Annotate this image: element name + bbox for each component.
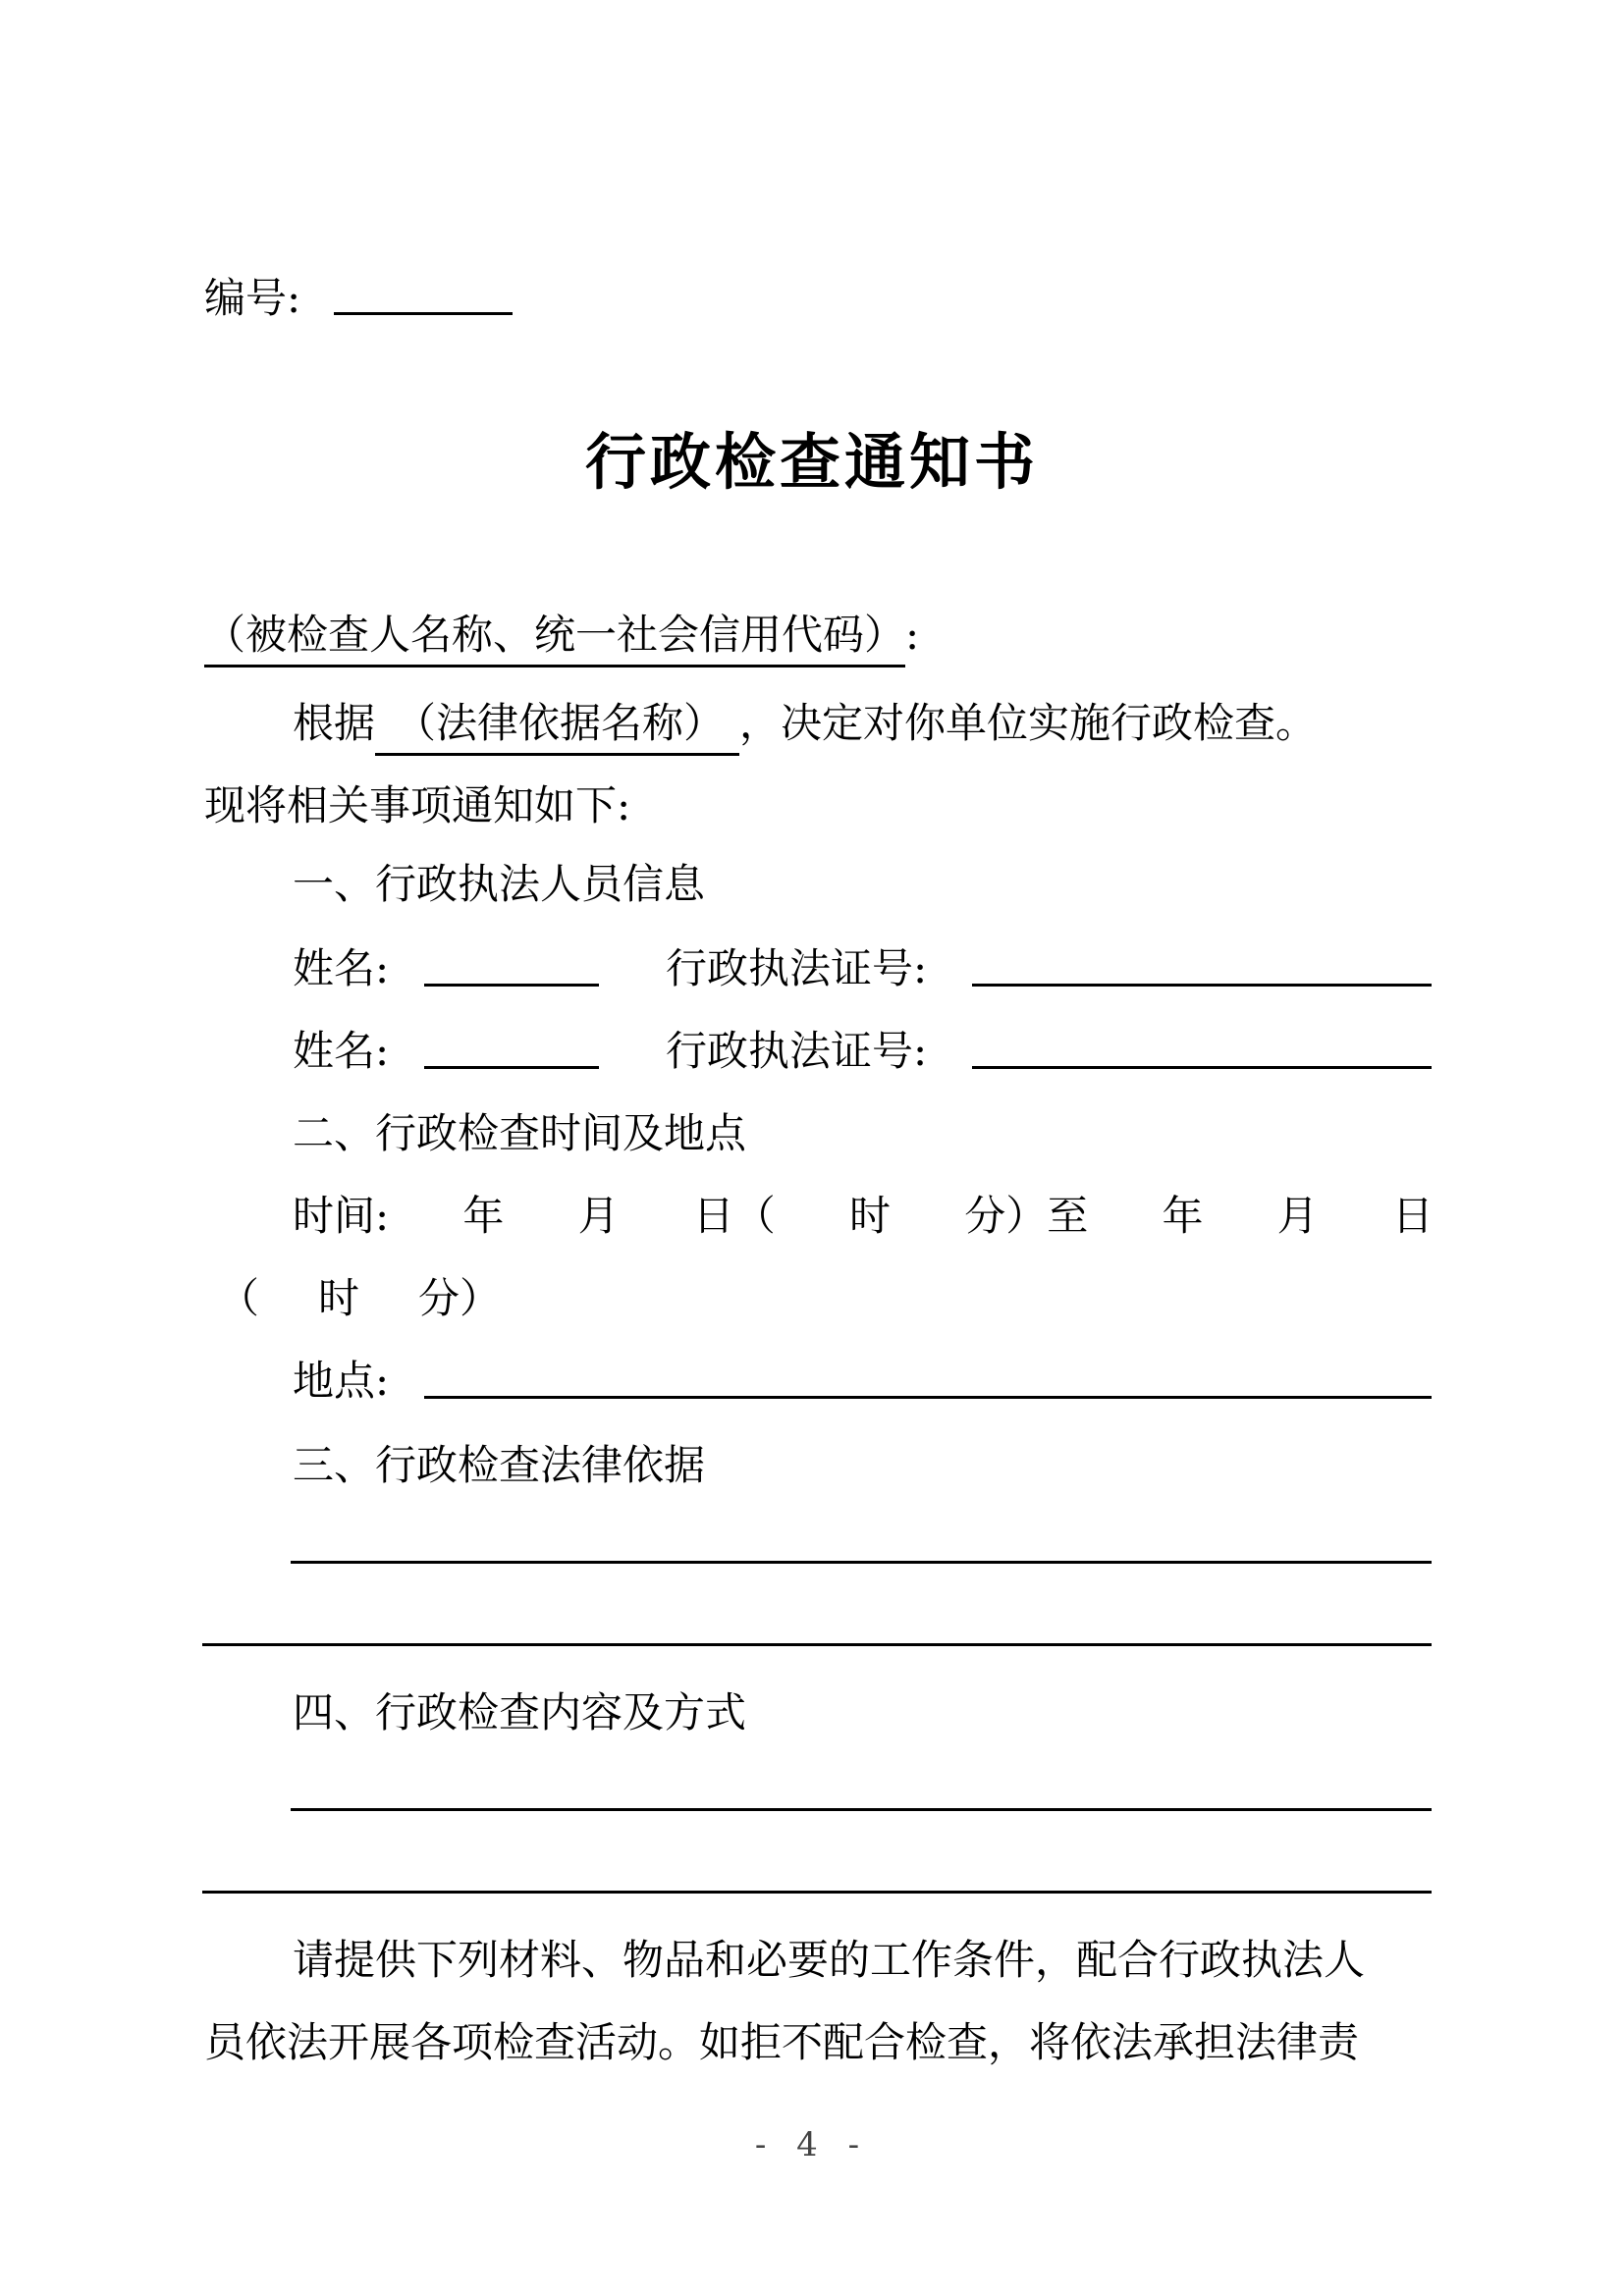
officer-2-name-label: 姓名: <box>293 1027 390 1075</box>
time-unit-year-1: 年 <box>462 1192 505 1240</box>
officer-2-name-blank[interactable] <box>424 1066 599 1069</box>
time-unit-day-2: 日 <box>1391 1192 1434 1240</box>
content-method-blank-2[interactable] <box>202 1891 1432 1894</box>
officer-2-cert-blank[interactable] <box>972 1066 1432 1069</box>
time-unit-day-1: 日（ <box>692 1192 776 1240</box>
intro-suffix: ，决定对你单位实施行政检查。 <box>739 699 1318 747</box>
legal-basis-blank-2[interactable] <box>202 1643 1432 1646</box>
officer-1-cert-label: 行政执法证号: <box>666 944 928 992</box>
time-line-1 <box>293 1192 1434 1240</box>
time-unit-month-2: 月 <box>1276 1192 1319 1240</box>
officer-1-name-label: 姓名: <box>293 944 390 992</box>
place-label: 地点: <box>293 1357 390 1405</box>
place-blank[interactable] <box>424 1396 1432 1399</box>
time-label: 时间: <box>293 1192 390 1240</box>
section-2-heading: 二、行政检查时间及地点 <box>293 1109 747 1157</box>
intro-prefix: 根据 <box>293 699 376 747</box>
page-number: - 4 - <box>754 2125 870 2164</box>
intro-line-1 <box>293 699 1318 747</box>
legal-basis-blank-1[interactable] <box>291 1561 1432 1564</box>
time-unit-hour-2: 时 <box>317 1274 359 1322</box>
time-unit-minute-to: 分）至 <box>964 1192 1089 1240</box>
time-unit-month-1: 月 <box>577 1192 620 1240</box>
doc-number-label: 编号: <box>204 274 301 322</box>
recipient-suffix: : <box>905 611 920 659</box>
recipient-placeholder[interactable]: （被检查人名称、统一社会信用代码） <box>204 611 905 667</box>
doc-number-blank[interactable] <box>334 312 513 315</box>
officer-2-cert-label: 行政执法证号: <box>666 1027 928 1075</box>
time-unit-hour-1: 时 <box>849 1192 892 1240</box>
officer-1-name-blank[interactable] <box>424 984 599 987</box>
time-unit-minute-2: 分） <box>417 1274 501 1322</box>
recipient-line <box>204 611 920 659</box>
section-1-heading: 一、行政执法人员信息 <box>293 860 706 908</box>
closing-line-2: 员依法开展各项检查活动。如拒不配合检查，将依法承担法律责 <box>204 2018 1360 2066</box>
time-unit-open-paren: （ <box>218 1274 260 1322</box>
time-unit-year-2: 年 <box>1162 1192 1204 1240</box>
section-3-heading: 三、行政检查法律依据 <box>293 1441 706 1489</box>
document-title: 行政检查通知书 <box>584 426 1039 498</box>
officer-1-cert-blank[interactable] <box>972 984 1432 987</box>
section-4-heading: 四、行政检查内容及方式 <box>293 1688 747 1736</box>
legal-basis-placeholder[interactable]: （法律依据名称） <box>375 699 739 756</box>
time-line-2 <box>218 1274 501 1322</box>
intro-line-2: 现将相关事项通知如下: <box>204 781 631 829</box>
content-method-blank-1[interactable] <box>291 1808 1432 1811</box>
closing-line-1: 请提供下列材料、物品和必要的工作条件，配合行政执法人 <box>293 1936 1366 1984</box>
